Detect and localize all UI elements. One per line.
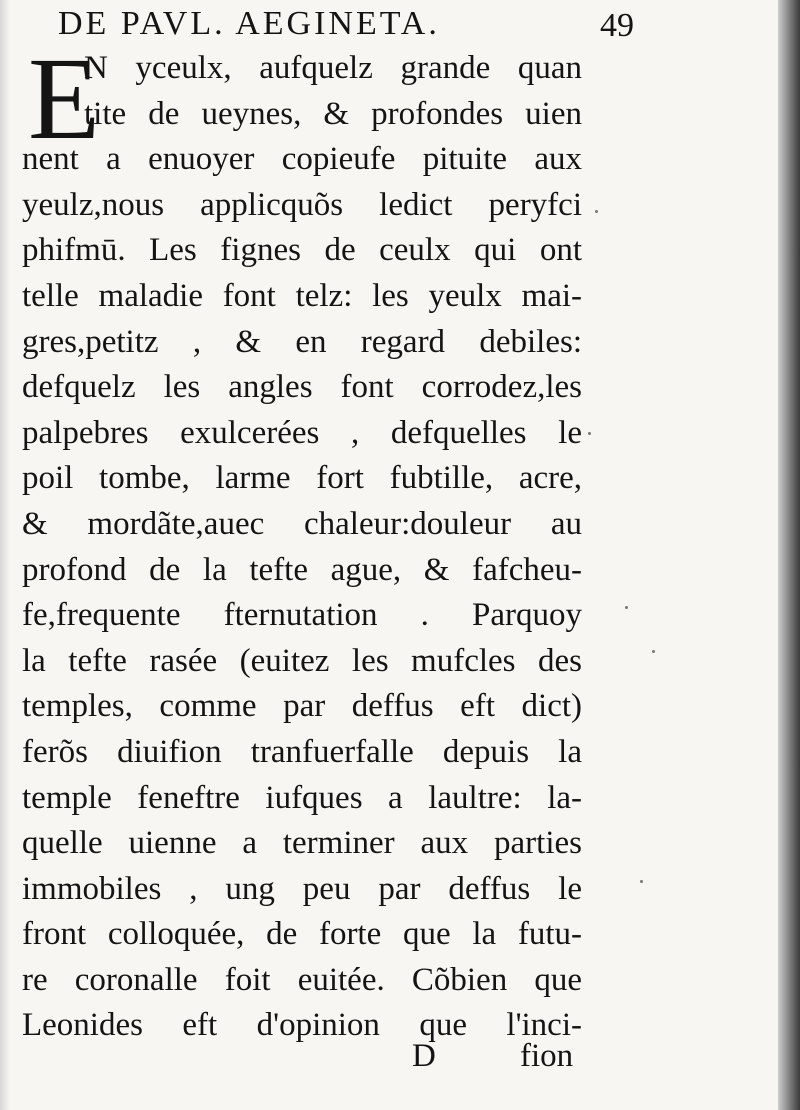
page-edge (778, 0, 800, 1110)
signature-mark: D (412, 1038, 436, 1074)
running-title: DE PAVL. AEGINETA. (58, 5, 440, 42)
gutter-shadow (0, 0, 10, 1110)
text-line: palpebres exulcerées , defquelles le (22, 414, 582, 451)
text-line: temple feneftre iufques a laultre: la- (22, 779, 582, 816)
text-line: fe,frequente fternutation . Parquoy (22, 597, 582, 634)
ink-speck (588, 432, 591, 435)
text-line: yeulz,nous applicquõs ledict peryfci (22, 186, 582, 223)
text-line: nent a enuoyer copieufe pituite aux (22, 141, 582, 178)
ink-speck (595, 210, 598, 213)
text-line: poil tombe, larme fort fubtille, acre, (22, 460, 582, 497)
text-line: ferõs diuifion tranfuerfalle depuis la (22, 733, 582, 770)
text-line: re coronalle foit euitée. Cõbien que (22, 961, 582, 998)
ink-speck (640, 880, 643, 883)
text-line: quelle uienne a terminer aux parties (22, 825, 582, 862)
text-line: defquelz les angles font corrodez,les (22, 369, 582, 406)
text-line: gres,petitz , & en regard debiles: (22, 323, 582, 360)
text-line: N yceulx, aufquelz grande quan (84, 50, 582, 86)
text-line: Leonides eft d'opinion que l'inci- (22, 1007, 582, 1044)
text-line: & mordãte,auec chaleur:douleur au (22, 505, 582, 542)
text-line: telle maladie font telz: les yeulx mai- (22, 277, 582, 314)
text-line: la tefte rasée (euitez les mufcles des (22, 642, 582, 679)
ink-speck (625, 606, 628, 609)
text-line: phifmū. Les fignes de ceulx qui ont (22, 232, 582, 269)
drop-cap-initial: E (28, 33, 101, 164)
text-line: temples, comme par deffus eft dict) (22, 688, 582, 725)
page-number: 49 (600, 7, 634, 44)
catchword: fion (520, 1038, 574, 1074)
text-line: tite de ueynes, & profondes uien (84, 95, 582, 132)
text-line: immobiles , ung peu par deffus le (22, 870, 582, 907)
text-line: profond de la tefte ague, & fafcheu- (22, 551, 582, 588)
text-line: front colloquée, de forte que la futu- (22, 916, 582, 953)
ink-speck (652, 650, 655, 653)
body-text (22, 46, 582, 1049)
